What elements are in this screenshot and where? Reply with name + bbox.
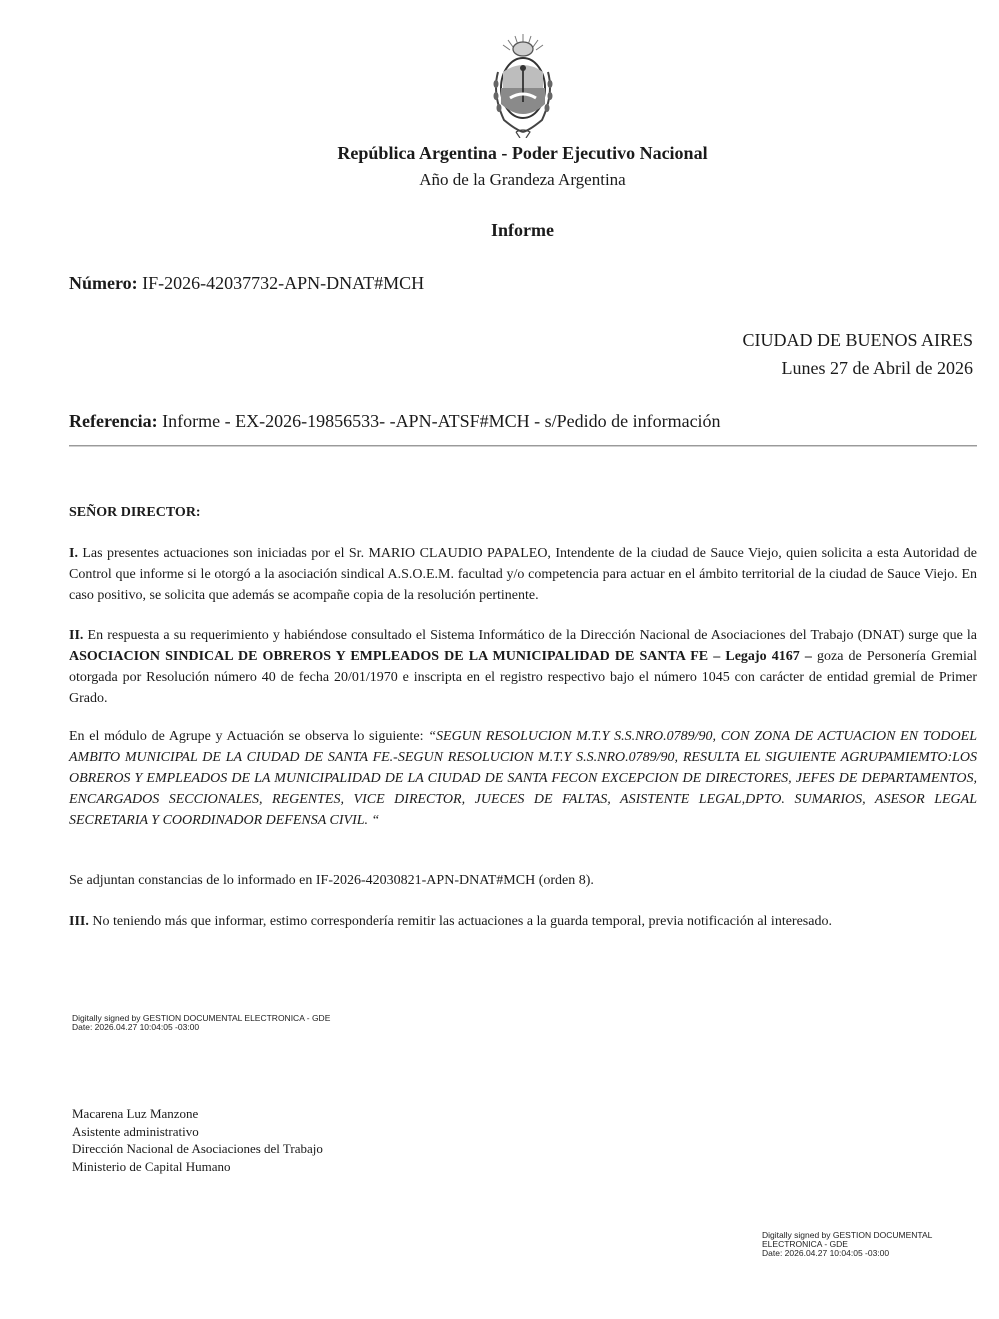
signature-stamp-line: ELECTRONICA - GDE (762, 1239, 848, 1249)
referencia-label: Referencia: (69, 411, 158, 431)
signature-stamp-line: Digitally signed by GESTION DOCUMENTAL (762, 1230, 933, 1240)
paragraph-4: Se adjuntan constancias de lo informado en IF-2026-42030821-APN-DNAT#MCH (orden 8). (69, 873, 594, 888)
paragraph-3-quote: “SEGUN RESOLUCION M.T.Y S.S.NRO.0789/90, CON ZONA DE ACTUACION EN TODOEL AMBITO MUNICIPAL DE LA CIUDAD DE SANTA FE.-SEGUN RESOLUCION M.T.Y S.S.NRO.0789/90, RESULTA EL SIGUIENTE AGRUPAMIEMTO:LOS OBREROS Y EMPLEADOS DE LA MUNICIPALIDAD DE LA CIUDAD DE SANTA FECON EXCEPCION DE DIRECTORES, JEFES DE DEPARTAMENTOS, ENCARGADOS SECCIONALES, REGENTES, VICE DIRECTOR, JUECES DE FALTAS, ASISTENTE LEGAL,DPTO. SUMARIOS, ASESOR LEGAL SECRETARIA Y COORDINADOR DEFENSA CIVIL. “ (69, 729, 977, 828)
paragraph-2-text-b: goza de Personería Gremial otorgada por Resolución número 40 de fecha 20/01/1970 e inscripta en el registro respectivo bajo el número 1045 con carácter de entidad gremial de Primer Grado. (69, 649, 977, 706)
referencia-value: Informe - EX-2026-19856533- -APN-ATSF#MCH - s/Pedido de información (162, 411, 721, 431)
document-number (69, 273, 424, 294)
paragraph-5-text: No teniendo más que informar, estimo correspondería remitir las actuaciones a la guarda temporal, previa notificación al interesado. (92, 914, 832, 929)
numero-label: Número: (69, 273, 138, 293)
salutation: SEÑOR DIRECTOR: (69, 505, 201, 520)
document-type: Informe (491, 220, 554, 240)
paragraph-1 (69, 543, 977, 606)
signer-name: Macarena Luz Manzone (72, 1106, 199, 1121)
digital-signature-stamp-footer (762, 1231, 932, 1258)
paragraph-2-union-name: ASOCIACION SINDICAL DE OBREROS Y EMPLEADOS DE LA MUNICIPALIDAD DE SANTA FE – Legajo 4167 – (69, 649, 812, 664)
paragraph-3 (69, 726, 977, 831)
argentina-coat-of-arms-icon (486, 32, 560, 138)
paragraph-5-number: III. (69, 914, 89, 929)
signature-stamp-line: Digitally signed by GESTION DOCUMENTAL ELECTRONICA - GDE (72, 1013, 331, 1023)
reference (69, 411, 721, 432)
signer-office: Dirección Nacional de Asociaciones del Trabajo (72, 1141, 323, 1156)
digital-signature-stamp (72, 1014, 330, 1032)
paragraph-3-text: En el módulo de Agrupe y Actuación se observa lo siguiente: (69, 729, 424, 744)
paragraph-5 (69, 911, 977, 932)
header-subtitle: Año de la Grandeza Argentina (419, 170, 626, 189)
signer-block (72, 1105, 323, 1175)
paragraph-2-text-a: En respuesta a su requerimiento y habiéndose consultado el Sistema Informático de la Dirección Nacional de Asociaciones del Trabajo (DNAT) surge que la (87, 628, 978, 643)
paragraph-2-number: II. (69, 628, 84, 643)
header-divider (69, 445, 977, 447)
header-title: República Argentina - Poder Ejecutivo Nacional (337, 143, 708, 163)
paragraph-2 (69, 625, 977, 709)
paragraph-1-text: Las presentes actuaciones son iniciadas por el Sr. MARIO CLAUDIO PAPALEO, Intendente de la ciudad de Sauce Viejo, quien solicita a esta Autoridad de Control que informe si le otorgó a la asociación sindical A.S.O.E.M. facultad y/o competencia para actuar en el ámbito territorial de la ciudad de Sauce Viejo. En caso positivo, se solicita que además se acompañe copia de la resolución pertinente. (69, 546, 977, 603)
city: CIUDAD DE BUENOS AIRES (742, 330, 973, 350)
document-date: Lunes 27 de Abril de 2026 (781, 358, 973, 378)
signer-role: Asistente administrativo (72, 1123, 199, 1139)
signer-ministry: Ministerio de Capital Humano (72, 1158, 231, 1174)
paragraph-1-number: I. (69, 546, 78, 561)
numero-value: IF-2026-42037732-APN-DNAT#MCH (142, 273, 425, 293)
signature-stamp-date: Date: 2026.04.27 10:04:05 -03:00 (72, 1022, 200, 1032)
signature-stamp-date: Date: 2026.04.27 10:04:05 -03:00 (762, 1248, 890, 1258)
